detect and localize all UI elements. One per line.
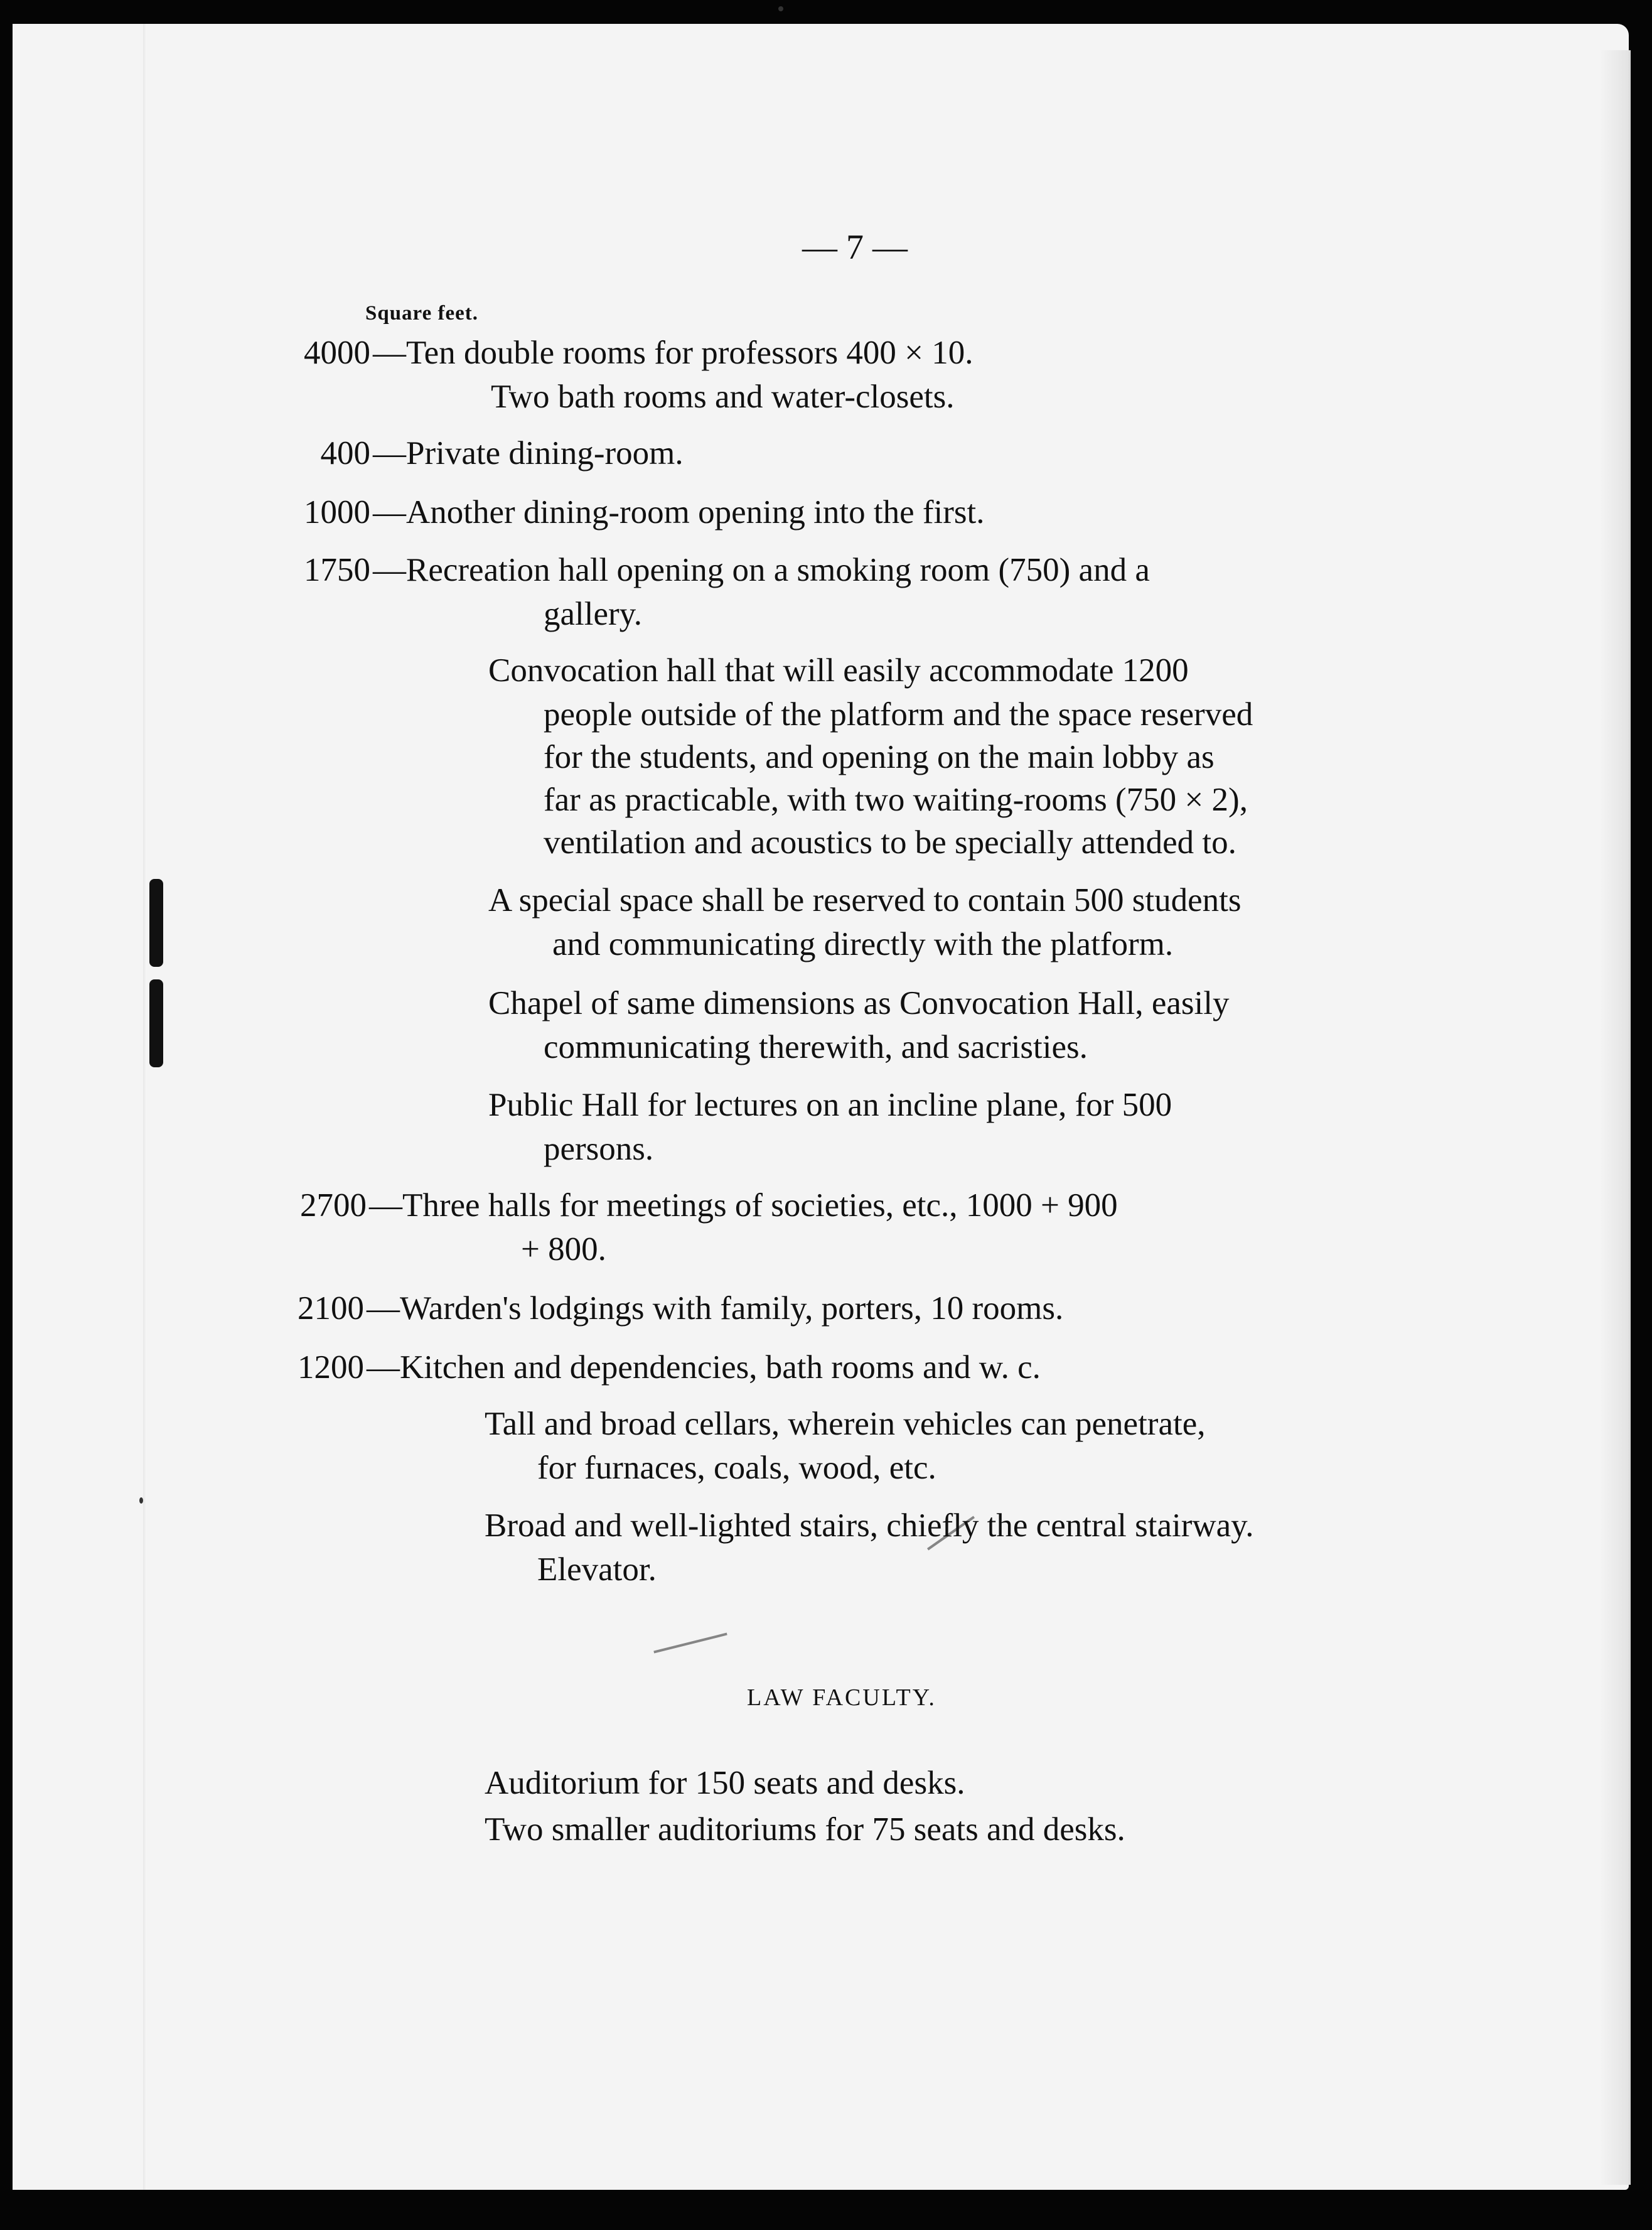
scan-speck [139, 1497, 143, 1504]
entry-line: persons. [544, 1131, 654, 1167]
entry-line: far as practicable, with two waiting-rooms (750 × 2), [544, 782, 1248, 818]
law-faculty-line: Auditorium for 150 seats and desks. [485, 1765, 965, 1801]
page-edge-shadow [1599, 50, 1631, 2185]
entry-line: people outside of the platform and the space reserved [544, 696, 1253, 733]
section-heading-law-faculty: LAW FACULTY. [747, 1684, 936, 1711]
column-heading: Square feet. [365, 302, 479, 325]
binding-mark [149, 879, 163, 967]
entry-line: —Private dining-room. [373, 435, 684, 471]
square-feet-value: 4000 [304, 335, 370, 371]
entry-line: Broad and well-lighted stairs, chiefly the central stairway. [485, 1507, 1254, 1544]
square-feet-value: 1750 [304, 552, 370, 588]
square-feet-value: 2700 [300, 1187, 367, 1224]
entry-line: A special space shall be reserved to contain 500 students [488, 882, 1242, 918]
entry-line: Tall and broad cellars, wherein vehicles can penetrate, [485, 1406, 1206, 1442]
entry-line: Convocation hall that will easily accommodate 1200 [488, 652, 1189, 689]
entry-line: gallery. [544, 596, 642, 632]
entry-line: for the students, and opening on the main lobby as [544, 739, 1215, 775]
entry-line: communicating therewith, and sacristies. [544, 1029, 1088, 1065]
entry-line: —Ten double rooms for professors 400 × 10. [373, 335, 973, 371]
entry-line: + 800. [521, 1231, 606, 1268]
square-feet-value: 400 [320, 435, 370, 471]
page-number: — 7 — [802, 228, 908, 267]
page-gutter [143, 24, 147, 2190]
scan-speck [778, 6, 783, 11]
square-feet-value: 1000 [304, 494, 370, 531]
square-feet-value: 2100 [298, 1290, 364, 1327]
entry-line: and communicating directly with the platform. [552, 926, 1174, 962]
entry-line: —Recreation hall opening on a smoking room (750) and a [373, 552, 1150, 588]
entry-line: Elevator. [537, 1551, 657, 1588]
entry-line: —Three halls for meetings of societies, etc., 1000 + 900 [369, 1187, 1118, 1224]
entry-line: for furnaces, coals, wood, etc. [537, 1450, 936, 1486]
entry-line: —Another dining-room opening into the first. [373, 494, 985, 531]
entry-line: Public Hall for lectures on an incline plane, for 500 [488, 1087, 1172, 1123]
entry-line: —Kitchen and dependencies, bath rooms and w. c. [367, 1349, 1041, 1386]
entry-line: Two bath rooms and water-closets. [491, 379, 955, 415]
entry-line: ventilation and acoustics to be specially attended to. [544, 824, 1236, 861]
binding-mark [149, 979, 163, 1067]
entry-line: Chapel of same dimensions as Convocation Hall, easily [488, 985, 1230, 1021]
law-faculty-line: Two smaller auditoriums for 75 seats and desks. [485, 1811, 1125, 1848]
square-feet-value: 1200 [298, 1349, 364, 1386]
entry-line: —Warden's lodgings with family, porters, 10 rooms. [367, 1290, 1064, 1327]
